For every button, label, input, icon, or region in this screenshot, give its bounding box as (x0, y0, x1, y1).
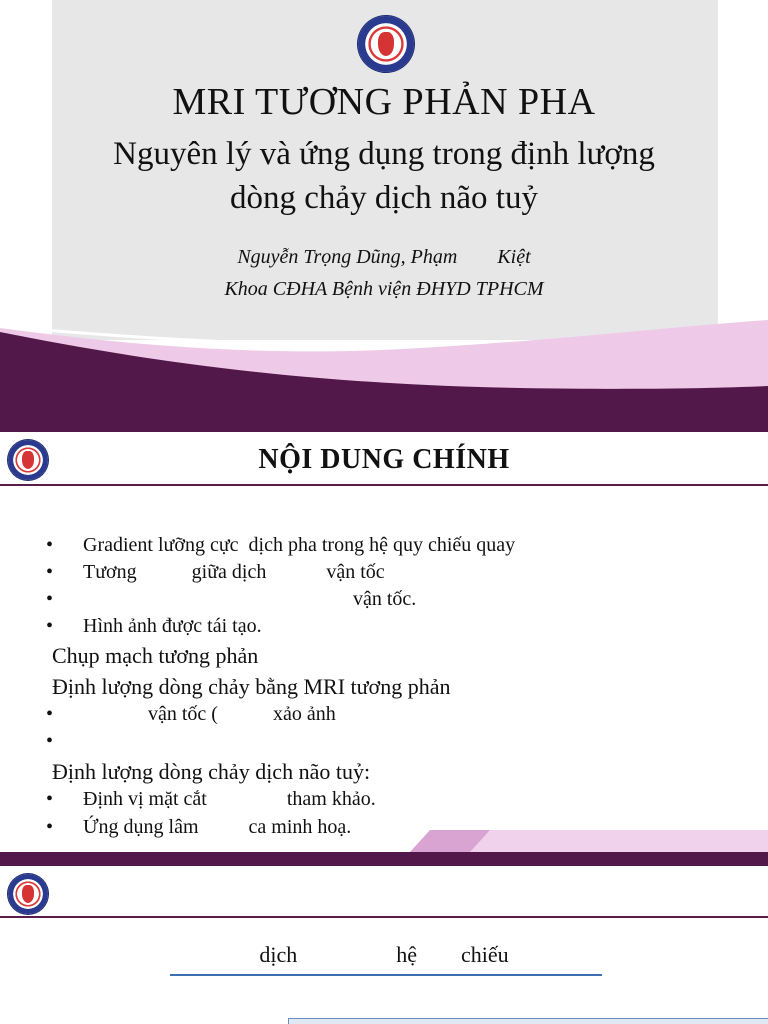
title-slide (0, 0, 768, 432)
bullet-icon: • (46, 588, 54, 610)
list-item: • vận tốc. (46, 588, 417, 610)
university-logo-icon (358, 16, 414, 72)
affiliation: Khoa CĐHA Bệnh viện ĐHYD TPHCM (224, 278, 544, 300)
bullet-icon: • (46, 730, 54, 752)
slide-heading: dịch hệ chiếu (259, 942, 509, 967)
list-item: • Định vị mặt cắt tham khảo. (46, 788, 376, 810)
contents-title: NỘI DUNG CHÍNH (258, 444, 510, 475)
list-item (46, 730, 746, 756)
bullet-icon: • (46, 615, 54, 637)
list-item: • Ứng dụng lâm ca minh hoạ. (46, 816, 352, 838)
subtitle-line-1: Nguyên lý và ứng dụng trong định lượng (113, 136, 655, 172)
bullet-icon: • (46, 788, 54, 810)
bullet-icon: • (46, 703, 54, 725)
bullet-icon: • (46, 816, 54, 838)
university-logo-icon (8, 874, 48, 914)
list-item: • Tương giữa dịch vận tốc (46, 561, 385, 583)
heading-underline (170, 974, 602, 976)
list-item: • Hình ảnh được tái tạo. (46, 615, 262, 637)
bullet-icon: • (46, 561, 54, 583)
subtitle-line-2: dòng chảy dịch não tuỷ (230, 180, 538, 216)
next-slide (0, 866, 768, 1024)
section-heading: Định lượng dòng chảy bằng MRI tương phản (52, 674, 451, 699)
section-heading: Chụp mạch tương phản (52, 643, 259, 668)
decorative-footer-band (0, 830, 768, 866)
slide-subtitle (40, 132, 728, 220)
figure-box (288, 1018, 768, 1024)
decorative-wave-band (0, 300, 768, 432)
section-heading: Định lượng dòng chảy dịch não tuỷ: (52, 759, 371, 784)
list-item: • Gradient lưỡng cực dịch pha trong hệ quy chiếu quay (46, 534, 516, 556)
title-divider (0, 484, 768, 486)
bullet-icon: • (46, 534, 54, 556)
slide-title: MRI TƯƠNG PHẢN PHA (172, 81, 596, 123)
contents-slide (0, 432, 768, 866)
list-item: • vận tốc ( xảo ảnh (46, 703, 336, 725)
authors: Nguyễn Trọng Dũng, Phạm Kiệt (237, 246, 531, 268)
title-divider (0, 916, 768, 918)
